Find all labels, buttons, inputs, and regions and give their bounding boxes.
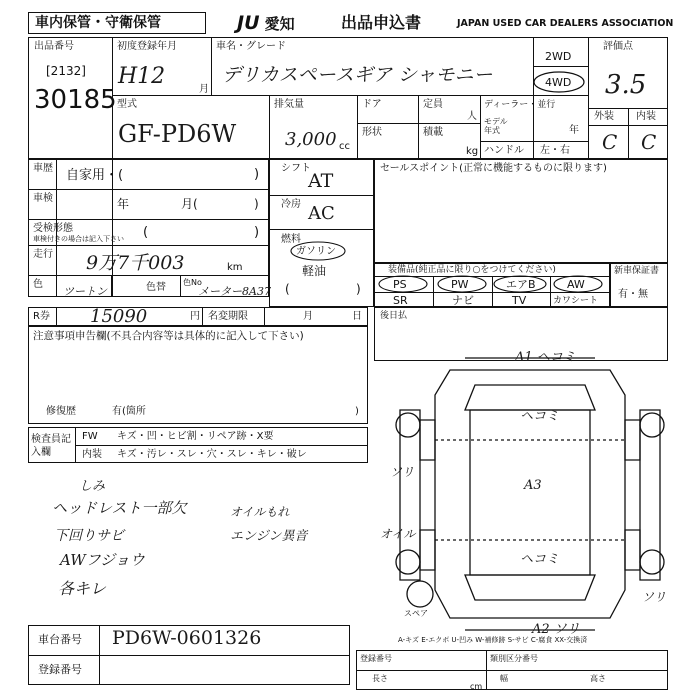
r-ticket-label: R券 [33, 311, 50, 322]
r-ticket-value: 15090 [90, 306, 148, 327]
fuel-open: ( [285, 282, 290, 296]
shift-label: シフト [281, 163, 311, 174]
sales-point-box [374, 159, 668, 263]
mileage-value: 9万7千003 [86, 252, 185, 274]
bottom-class-label: 類別区分番号 [490, 654, 538, 663]
score-ext-value: C [602, 130, 618, 154]
load-unit: kg [466, 146, 479, 157]
org-name: 愛知 [264, 15, 295, 33]
diagram-side-mark-left: ソリ [390, 465, 415, 479]
inspector-row1-tag: FW [82, 431, 98, 442]
inspection-month: 月( [181, 197, 198, 211]
equip-ps: PS [393, 278, 407, 291]
mileage-unit: km [227, 262, 243, 273]
ac-value: AC [308, 203, 335, 224]
chassis-value: PD6W-0601326 [112, 627, 262, 649]
color-code-value: メーター8A37 [198, 285, 271, 298]
dealer-model-year: モデル 年式 [484, 117, 508, 135]
bottom-length-label: 長さ [372, 674, 388, 683]
equipment-circles [374, 275, 610, 295]
diagram-side-mark-oil: オイル [380, 527, 416, 541]
equip-powerseat: カワシート [553, 296, 599, 306]
lot-number: 30185 [34, 85, 117, 115]
equip-airbag: エアB [506, 278, 536, 291]
lot-label: 出品番号 [34, 41, 74, 52]
note-engine-noise: エンジン異音 [230, 529, 308, 544]
repair-close: ) [355, 406, 359, 417]
score-value: 3.5 [605, 70, 647, 100]
recycle-label: 受検形態 [33, 223, 73, 234]
equip-pw: PW [451, 278, 469, 291]
handle-options: 左・右 [540, 145, 570, 156]
recycle-sub: 車検付きの場合は記入下さい [33, 235, 124, 243]
bottom-height-label: 高さ [590, 674, 606, 683]
inspection-close: ) [254, 197, 259, 211]
dealer-year-unit: 年 [569, 125, 579, 136]
after-day-label: 後日払 [380, 311, 408, 321]
name-change-month: 月 [303, 311, 313, 322]
fuel-label: 燃料 [281, 234, 301, 245]
lot-sub: [2132] [46, 64, 86, 78]
bottom-width-label: 幅 [500, 674, 508, 683]
car-name-label: 車名・グレード [216, 41, 286, 52]
drive-4wd: 4WD [545, 76, 572, 89]
equip-aw: AW [567, 278, 585, 291]
association-name: JAPAN USED CAR DEALERS ASSOCIATION [457, 18, 674, 29]
capacity-label: 定員 [423, 99, 443, 110]
diagram-mark-roof: A3 [524, 478, 542, 493]
diagram-mark-hood: ヘコミ [520, 409, 560, 424]
name-change-day: 日 [352, 311, 362, 322]
score-int-label: 内装 [636, 111, 656, 122]
car-name-value: デリカスペースギア シャモニー [222, 64, 493, 86]
note-stain: しみ [79, 479, 106, 494]
sales-point-label: セールスポイント(正常に機能するものに限ります) [380, 163, 607, 174]
note-tears: 各キレ [58, 579, 106, 598]
diagram-spare-label: スペア [404, 609, 428, 618]
displacement-label: 排気量 [274, 99, 304, 110]
equip-tv: TV [512, 294, 527, 307]
fuel-diesel: 軽油 [302, 264, 327, 278]
drive-2wd: 2WD [545, 50, 572, 63]
displacement-value: 3,000 [285, 129, 337, 150]
color-value: ツートン [63, 285, 107, 298]
diagram-side-mark-right: ソリ [642, 590, 667, 604]
first-reg-value: H12 [118, 64, 166, 89]
ac-label: 冷房 [281, 199, 301, 210]
storage-label-box [28, 12, 206, 34]
note-oil-leak: オイルもれ [230, 505, 290, 519]
handle-label: ハンドル [484, 145, 524, 156]
shape-label: 形状 [362, 127, 382, 138]
fuel-gasoline: ガソリン [296, 246, 336, 257]
score-int-value: C [641, 130, 657, 154]
color-label: 色 [33, 279, 43, 290]
repair-value: 有(箇所 [112, 406, 146, 417]
recycle-close: ) [254, 225, 260, 240]
displacement-unit: cc [339, 141, 350, 152]
equip-navi: ナビ [452, 294, 474, 307]
color-number-label: 色替 [146, 282, 166, 293]
bottom-cm-unit: cm [470, 682, 483, 691]
diagram-legend: A-キズ E-エクボ U-凹み W-補修跡 S-サビ C-腐食 XX-交換済 [398, 636, 588, 644]
note-aw-damage: AWフジョウ [60, 551, 145, 569]
equipment-label: 装備品(純正品に限り○をつけてください) [388, 265, 556, 275]
notes-label: 注意事項申告欄(不具合内容等は具体的に記入して下さい) [33, 330, 304, 342]
chassis-label: 車台番号 [38, 633, 82, 646]
r-ticket-unit: 円 [190, 311, 200, 322]
warranty-value: 有・無 [618, 289, 648, 300]
model-value: GF-PD6W [118, 120, 237, 148]
inspection-year: 年 [117, 197, 130, 211]
capacity-unit: 人 [467, 111, 477, 122]
inspector-label: 検査員記入欄 [31, 434, 71, 458]
storage-label: 車内保管・守衛保管 [35, 15, 161, 31]
ju-logo [237, 12, 295, 34]
inspector-row2-tag: 内装 [82, 449, 102, 460]
name-change-label: 名変期限 [208, 311, 248, 322]
inspector-row2: キズ・汚レ・スレ・穴・スレ・キレ・破レ [117, 449, 307, 460]
diagram-mark-rear: ヘコミ [520, 552, 560, 567]
registration-label: 登録番号 [38, 663, 82, 676]
fuel-gasoline-circle [288, 240, 348, 262]
bottom-reg-label: 登録番号 [360, 654, 392, 663]
score-label: 評価点 [603, 41, 633, 52]
history-label: 車歴 [33, 163, 53, 174]
warranty-label: 新車保証書 [614, 266, 660, 276]
color-code-label: 色No [183, 278, 202, 287]
fuel-close: ) [356, 282, 361, 296]
history-close: ) [254, 167, 260, 182]
inspector-row1: キズ・凹・ヒビ割・リペア跡・X要 [117, 431, 274, 442]
door-label: ドア [362, 99, 382, 110]
form-title: 出品申込書 [341, 13, 422, 32]
equip-sr: SR [393, 294, 408, 307]
drive-4wd-circle [531, 70, 591, 96]
inspection-label: 車検 [33, 193, 53, 204]
history-value: 自家用・( [66, 168, 124, 183]
note-underbody-rust: 下回りサビ [54, 528, 124, 544]
diagram-mark-bumper: A2 ソリ [532, 622, 580, 637]
note-headrest: ヘッドレスト一部欠 [52, 499, 187, 517]
mileage-label: 走行 [33, 249, 53, 260]
ju-logo-mark: JU [237, 12, 260, 34]
first-reg-label: 初度登録年月 [117, 41, 177, 52]
diagram-mark-front: A1 ヘコミ [515, 350, 576, 365]
score-ext-label: 外装 [594, 111, 614, 122]
shift-value: AT [308, 170, 334, 192]
first-reg-unit: 月 [199, 84, 209, 95]
dealer-label: ディーラー・並行 [484, 100, 556, 110]
load-label: 積載 [423, 127, 443, 138]
recycle-open: ( [143, 225, 149, 240]
model-label: 型式 [117, 99, 137, 110]
repair-label: 修復歴 [46, 406, 76, 417]
